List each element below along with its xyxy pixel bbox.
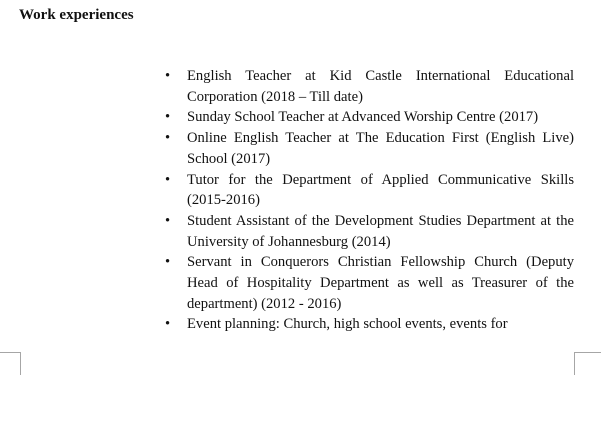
bullet-icon: • bbox=[165, 254, 171, 271]
page-corner-marker-right bbox=[574, 352, 601, 375]
list-item bbox=[160, 211, 574, 252]
list-item-text: Online English Teacher at The Education First (English Live) School (2017) bbox=[187, 130, 574, 167]
experience-list bbox=[160, 66, 574, 335]
list-item-text: Student Assistant of the Development Studies Department at the University of Johannesburg (2014) bbox=[187, 212, 574, 250]
list-item bbox=[160, 314, 574, 335]
bullet-icon: • bbox=[165, 171, 171, 188]
section-heading: Work experiences bbox=[19, 7, 134, 23]
list-item bbox=[160, 107, 574, 128]
bullet-icon: • bbox=[165, 316, 171, 333]
list-item bbox=[160, 66, 574, 107]
list-item bbox=[160, 128, 574, 169]
list-item bbox=[160, 170, 574, 211]
list-item-text: Tutor for the Department of Applied Communicative Skills (2015-2016) bbox=[187, 171, 574, 209]
page-corner-marker-left bbox=[0, 352, 21, 375]
list-item-text: English Teacher at Kid Castle International Educational Corporation (2018 – Till date) bbox=[187, 68, 574, 105]
bullet-icon: • bbox=[165, 212, 171, 229]
bullet-icon: • bbox=[165, 130, 171, 147]
bullet-icon: • bbox=[165, 109, 171, 126]
list-item-text: Event planning: Church, high school events, events for bbox=[187, 316, 508, 333]
list-item-text: Servant in Conquerors Christian Fellowship Church (Deputy Head of Hospitality Department as well as Treasurer of the department) (2012 - 2016) bbox=[187, 254, 574, 312]
list-item bbox=[160, 252, 574, 314]
bullet-icon: • bbox=[165, 68, 171, 84]
list-item-text: Sunday School Teacher at Advanced Worship Centre (2017) bbox=[187, 109, 539, 126]
